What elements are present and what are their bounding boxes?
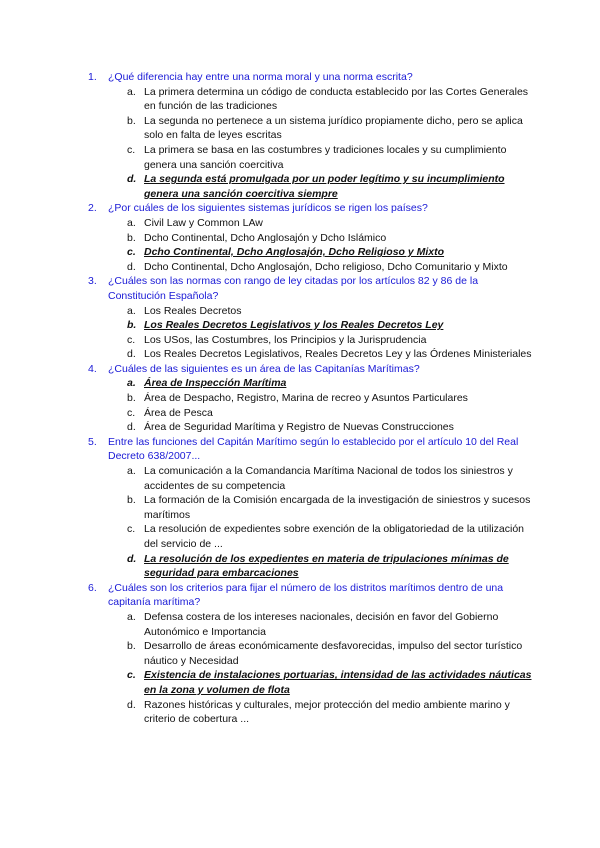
option-text: Área de Despacho, Registro, Marina de recreo y Asuntos Particulares — [144, 392, 468, 405]
answer-option — [108, 406, 538, 421]
question-text: ¿Cuáles son los criterios para fijar el número de los distritos marítimos dentro de una capitanía marítima? — [108, 581, 504, 609]
option-letter: d. — [127, 260, 136, 273]
answer-option — [108, 493, 538, 522]
option-text: Civil Law y Common LAw — [144, 216, 263, 229]
answer-option — [108, 698, 538, 727]
option-text: Dcho Continental, Dcho Anglosajón, Dcho Religioso y Mixto — [144, 246, 445, 259]
question-item — [88, 362, 538, 435]
option-text: Razones históricas y culturales, mejor protección del medio ambiente marino y criterio de cobertura ... — [144, 698, 510, 726]
option-letter: c. — [127, 246, 136, 259]
correct-answer-option — [108, 172, 538, 201]
options-list — [108, 304, 538, 362]
option-text: La formación de la Comisión encargada de la investigación de siniestros y sucesos marítimos — [144, 494, 531, 521]
question-text: ¿Qué diferencia hay entre una norma moral y una norma escrita? — [108, 71, 413, 83]
options-list — [108, 464, 538, 581]
options-list — [108, 85, 538, 202]
options-list — [108, 376, 538, 434]
correct-answer-option — [108, 245, 538, 260]
question-item — [88, 201, 538, 274]
answer-option — [108, 420, 538, 435]
option-text: Los USos, las Costumbres, los Principios y la Jurisprudencia — [144, 333, 427, 346]
question-text: ¿Cuáles de las siguientes es un área de las Capitanías Marítimas? — [108, 362, 420, 375]
option-letter: c. — [127, 143, 136, 156]
answer-option — [108, 610, 538, 639]
correct-answer-option — [108, 376, 538, 391]
option-text: Dcho Continental, Dcho Anglosajón y Dcho Islámico — [144, 231, 387, 244]
option-letter: c. — [127, 406, 136, 419]
answer-option — [108, 522, 538, 551]
answer-option — [108, 464, 538, 493]
option-letter: b. — [127, 231, 136, 244]
option-letter: b. — [127, 114, 136, 127]
quiz-list — [88, 70, 538, 727]
question-item — [88, 274, 538, 362]
option-text: La comunicación a la Comandancia Marítima Nacional de todos los siniestros y accidentes de su competencia — [144, 465, 513, 492]
option-letter: d. — [127, 421, 136, 434]
option-letter: b. — [127, 494, 136, 507]
correct-answer-option — [108, 318, 538, 333]
option-letter: d. — [127, 552, 137, 565]
option-text: Desarrollo de áreas económicamente desfavorecidas, impulso del sector turístico náutico y Necesidad — [144, 640, 523, 667]
option-text: Dcho Continental, Dcho Anglosajón, Dcho religioso, Dcho Comunitario y Mixto — [144, 260, 508, 273]
option-text: Los Reales Decretos Legislativos, Reales Decretos Ley y las Órdenes Ministeriales — [144, 348, 532, 361]
option-text: Área de Inspección Marítima — [144, 377, 287, 390]
answer-option — [108, 639, 538, 668]
question-number: 1. — [88, 71, 97, 83]
option-letter: d. — [127, 698, 136, 711]
question-text: ¿Por cuáles de los siguientes sistemas jurídicos se rigen los países? — [108, 202, 428, 215]
option-letter: d. — [127, 348, 136, 361]
option-text: Los Reales Decretos — [144, 304, 242, 317]
options-list — [108, 216, 538, 274]
question-number: 5. — [88, 435, 97, 448]
question-number: 3. — [88, 275, 97, 288]
question-item — [88, 70, 538, 201]
answer-option — [108, 231, 538, 246]
question-number: 4. — [88, 362, 97, 375]
option-text: La primera determina un código de conducta establecido por las Cortes Generales en función de las tradiciones — [144, 85, 529, 113]
option-letter: d. — [127, 173, 137, 186]
option-letter: b. — [127, 392, 136, 405]
option-text: Área de Pesca — [144, 406, 213, 419]
answer-option — [108, 143, 538, 172]
question-text: ¿Cuáles son las normas con rango de ley citadas por los artículos 82 y 86 de la Constitución Española? — [108, 275, 479, 302]
answer-option — [108, 85, 538, 114]
answer-option — [108, 333, 538, 348]
answer-option — [108, 304, 538, 319]
question-text: Entre las funciones del Capitán Marítimo según lo establecido por el artículo 10 del Real Decreto 638/2007... — [108, 435, 519, 463]
option-letter: a. — [127, 85, 136, 98]
option-letter: a. — [127, 304, 136, 317]
option-letter: c. — [127, 669, 136, 682]
option-text: Área de Seguridad Marítima y Registro de Nuevas Construcciones — [144, 421, 454, 434]
option-text: La segunda no pertenece a un sistema jurídico propiamente dicho, pero se aplica solo en falta de leyes escritas — [144, 114, 523, 142]
option-text: Existencia de instalaciones portuarias, intensidad de las actividades náuticas en la zona y volumen de flota — [144, 669, 532, 696]
correct-answer-option — [108, 552, 538, 581]
answer-option — [108, 347, 538, 362]
option-letter: a. — [127, 216, 136, 229]
option-text: La primera se basa en las costumbres y tradiciones locales y su cumplimiento genera una sanción coercitiva — [144, 143, 507, 171]
answer-option — [108, 216, 538, 231]
option-text: La resolución de los expedientes en materia de tripulaciones mínimas de seguridad para embarcaciones — [144, 552, 509, 580]
option-text: Defensa costera de los intereses nacionales, decisión en favor del Gobierno Autonómico e Importancia — [144, 610, 499, 638]
question-item — [88, 581, 538, 727]
option-letter: c. — [127, 523, 136, 536]
option-letter: a. — [127, 377, 136, 390]
option-letter: c. — [127, 333, 136, 346]
option-letter: b. — [127, 319, 137, 332]
correct-answer-option — [108, 668, 538, 697]
question-number: 2. — [88, 202, 97, 215]
option-letter: a. — [127, 465, 136, 478]
question-item — [88, 435, 538, 581]
option-text: La segunda está promulgada por un poder legítimo y su incumplimiento genera una sanción coercitiva siempre — [144, 173, 505, 200]
answer-option — [108, 114, 538, 143]
answer-option — [108, 391, 538, 406]
option-text: La resolución de expedientes sobre exención de la obligatoriedad de la utilización del servicio de ... — [144, 523, 525, 550]
question-number: 6. — [88, 581, 97, 594]
answer-option — [108, 260, 538, 275]
options-list — [108, 610, 538, 727]
option-letter: a. — [127, 610, 136, 623]
option-letter: b. — [127, 640, 136, 653]
option-text: Los Reales Decretos Legislativos y los Reales Decretos Ley — [144, 319, 444, 332]
